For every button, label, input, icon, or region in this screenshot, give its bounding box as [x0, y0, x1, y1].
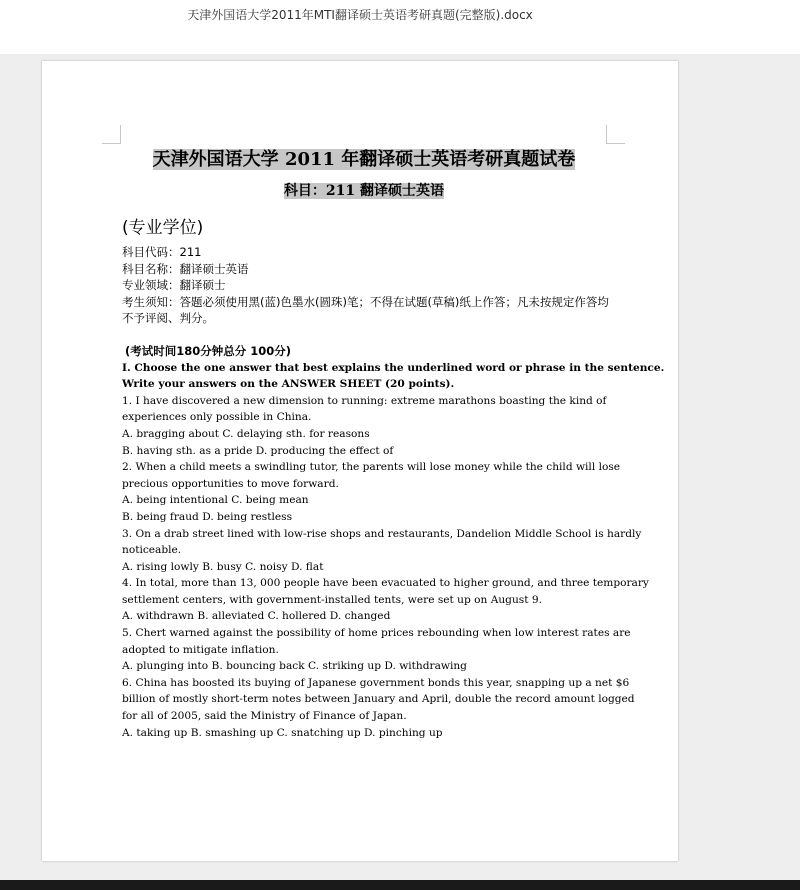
- document-filename: 天津外国语大学2011年MTI翻译硕士英语考研真题(完整版).docx: [187, 8, 533, 22]
- text-line: A. being intentional C. being mean: [122, 494, 309, 507]
- section-instruction: Ⅰ. Choose the one answer that best explains the underlined word or phrase in the sentence.: [122, 361, 665, 374]
- text-line: 1. I have discovered a new dimension to running: extreme marathons boasting the kind of: [122, 394, 607, 407]
- text-line: A. plunging into B. bouncing back C. striking up D. withdrawing: [122, 660, 467, 673]
- text-line: precious opportunities to move forward.: [122, 477, 339, 490]
- text-line: billion of mostly short-term notes between January and April, double the record amount logged: [122, 693, 635, 706]
- text-line: 3. On a drab street lined with low-rise shops and restaurants, Dandelion Middle School is hardly: [122, 527, 642, 540]
- text-line: 4. In total, more than 13, 000 people have been evacuated to higher ground, and three temporary: [122, 577, 649, 590]
- exam-time: (考试时间180分钟总分 100分): [125, 343, 292, 358]
- subject-code: 科目代码：211: [122, 245, 202, 259]
- text-line: for all of 2005, said the Ministry of Finance of Japan.: [122, 710, 407, 723]
- text-line: 6. China has boosted its buying of Japanese government bonds this year, snapping up a net $6: [122, 676, 630, 689]
- text-line: adopted to mitigate inflation.: [122, 643, 279, 656]
- text-line: experiences only possible in China.: [122, 411, 312, 424]
- bottom-bar: [0, 880, 800, 890]
- margin-corner-top-left: [102, 125, 121, 144]
- document-title: 天津外国语大学 2011 年翻译硕士英语考研真题试卷: [152, 149, 576, 170]
- text-line: 5. Chert warned against the possibility of home prices rebounding when low interest rates are: [122, 627, 631, 640]
- text-line: noticeable.: [122, 544, 182, 557]
- text-line: A. rising lowly B. busy C. noisy D. flat: [122, 560, 324, 573]
- degree-type: (专业学位): [122, 218, 204, 238]
- subject-name: 科目名称：翻译硕士英语: [122, 261, 249, 276]
- text-line: A. withdrawn B. alleviated C. hollered D. changed: [122, 610, 391, 623]
- text-line: B. having sth. as a pride D. producing the effect of: [122, 444, 394, 457]
- section-instruction-answer-sheet: Write your answers on the ANSWER SHEET (20 points).: [122, 378, 455, 391]
- document-subtitle: 科目：211 翻译硕士英语: [283, 183, 445, 199]
- title-bar: [0, 0, 800, 54]
- text-line: A. bragging about C. delaying sth. for reasons: [122, 427, 370, 440]
- text-line: A. taking up B. smashing up C. snatching up D. pinching up: [122, 726, 443, 739]
- text-line: settlement centers, with government-installed tents, were set up on August 9.: [122, 593, 542, 606]
- text-line: 2. When a child meets a swindling tutor, the parents will lose money while the child will lose: [122, 461, 621, 474]
- text-line: B. being fraud D. being restless: [122, 510, 293, 523]
- subject-field: 专业领域：翻译硕士: [122, 278, 226, 293]
- exam-notice: 考生须知：答题必须使用黑(蓝)色墨水(圆珠)笔；不得在试题(草稿)纸上作答；凡未按规定作答均不予评阅、判分。: [122, 294, 609, 326]
- page-content: [122, 146, 665, 741]
- margin-corner-top-right: [606, 125, 625, 144]
